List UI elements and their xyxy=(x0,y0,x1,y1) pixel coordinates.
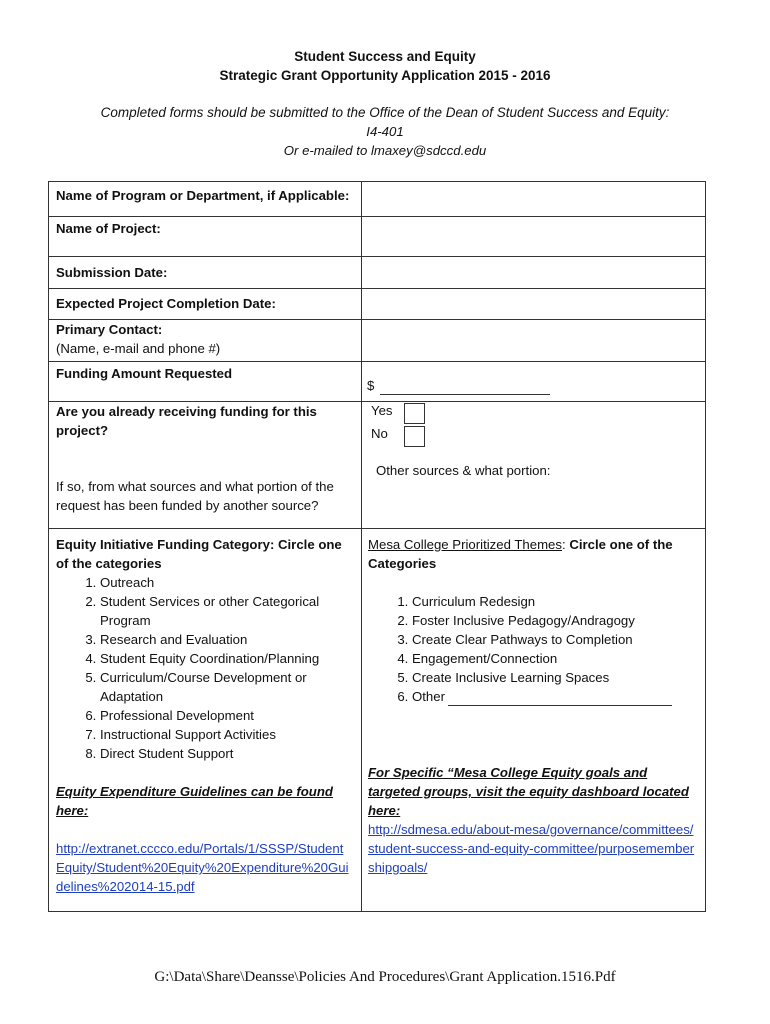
sources-question: If so, from what sources and what portion of the request has been funded by another source? xyxy=(56,479,334,513)
row-existing-funding xyxy=(49,401,705,528)
other-label: Other xyxy=(412,689,445,704)
list-item[interactable]: 4. Engagement/Connection xyxy=(412,649,698,668)
list-item[interactable]: 7. Instructional Support Activities xyxy=(100,725,356,744)
dollar-sign: $ xyxy=(367,378,375,393)
equity-category-heading: Equity Initiative Funding Category: Circle one of the categories xyxy=(56,537,342,571)
title-line-1: Student Success and Equity xyxy=(294,49,476,64)
other-sources-label: Other sources & what portion: xyxy=(376,463,551,478)
funding-amount-label: Funding Amount Requested xyxy=(56,366,233,381)
list-item[interactable]: 5. Create Inclusive Learning Spaces xyxy=(412,668,698,687)
guidelines-heading: Equity Expenditure Guidelines can be found here: xyxy=(56,784,333,818)
yes-label: Yes xyxy=(371,403,393,418)
submission-date-field[interactable] xyxy=(369,260,699,286)
project-label: Name of Project: xyxy=(56,221,161,236)
dollar-input-line xyxy=(380,379,550,395)
title-line-2: Strategic Grant Opportunity Application 2015 - 2016 xyxy=(219,68,551,83)
list-item[interactable]: 2. Foster Inclusive Pedagogy/Andragogy xyxy=(412,611,698,630)
completion-date-label: Expected Project Completion Date: xyxy=(56,296,276,311)
funding-amount-field[interactable] xyxy=(367,376,697,395)
equity-category-list xyxy=(56,573,356,763)
row-completion-date xyxy=(49,288,705,319)
list-item[interactable]: 8. Direct Student Support xyxy=(100,744,356,763)
row-primary-contact xyxy=(49,319,705,361)
row-submission-date xyxy=(49,256,705,288)
primary-contact-title: Primary Contact: xyxy=(56,322,163,337)
row-project xyxy=(49,216,705,256)
instruction-line-2: I4-401 xyxy=(366,124,404,139)
other-input-line[interactable] xyxy=(448,691,672,706)
application-form xyxy=(48,181,706,912)
list-item[interactable]: 4. Student Equity Coordination/Planning xyxy=(100,649,356,668)
row-program xyxy=(49,182,705,216)
list-item[interactable]: 1. Outreach xyxy=(100,573,356,592)
instruction-line-3: Or e-mailed to lmaxey@sdccd.edu xyxy=(283,143,487,158)
list-item-other[interactable] xyxy=(412,687,698,706)
primary-contact-label xyxy=(56,320,356,358)
guidelines-link[interactable]: http://extranet.cccco.edu/Portals/1/SSSP/StudentEquity/Student%20Equity%20Expenditure%20Guidelines%202014-15.pdf xyxy=(56,841,349,894)
mesa-themes-list xyxy=(368,592,698,706)
heading-colon: : xyxy=(562,537,570,552)
document-header xyxy=(0,47,770,160)
row-funding-amount xyxy=(49,361,705,401)
instruction-line-1: Completed forms should be submitted to the Office of the Dean of Student Success and Equity: xyxy=(100,105,670,120)
no-checkbox[interactable] xyxy=(404,426,425,447)
completion-date-field[interactable] xyxy=(369,292,699,317)
list-item[interactable]: 2. Student Services or other Categorical Program xyxy=(100,592,356,630)
mesa-themes-heading xyxy=(368,535,698,573)
mesa-themes-section xyxy=(368,535,698,877)
project-field[interactable] xyxy=(369,220,699,254)
primary-contact-subtitle: (Name, e-mail and phone #) xyxy=(56,341,221,356)
yes-checkbox[interactable] xyxy=(404,403,425,424)
equity-dashboard-link[interactable]: http://sdmesa.edu/about-mesa/governance/committees/student-success-and-equity-committee/purposemembershipgoals/ xyxy=(368,822,695,875)
primary-contact-field[interactable] xyxy=(369,323,699,359)
equity-category-section xyxy=(56,535,356,896)
footer-file-path: G:\Data\Share\Deansse\Policies And Procedures\Grant Application.1516.Pdf xyxy=(154,969,616,985)
equity-goals-heading: For Specific “Mesa College Equity goals and targeted groups, visit the equity dashboard located here: xyxy=(368,765,689,818)
list-item[interactable]: 3. Create Clear Pathways to Completion xyxy=(412,630,698,649)
program-label: Name of Program or Department, if Applicable: xyxy=(56,188,350,203)
program-field[interactable] xyxy=(369,185,699,211)
row-categories xyxy=(49,528,705,912)
mesa-themes-instruction: Circle one of the Categories xyxy=(368,537,673,571)
list-item[interactable]: 6. Professional Development xyxy=(100,706,356,725)
list-item[interactable]: 3. Research and Evaluation xyxy=(100,630,356,649)
mesa-themes-link[interactable]: Mesa College Prioritized Themes xyxy=(368,537,562,552)
receiving-funding-label: Are you already receiving funding for this project? xyxy=(56,404,317,438)
list-item[interactable]: 1. Curriculum Redesign xyxy=(412,592,698,611)
no-label: No xyxy=(371,426,388,441)
list-item[interactable]: 5. Curriculum/Course Development or Adaptation xyxy=(100,668,356,706)
submission-date-label: Submission Date: xyxy=(56,265,168,280)
